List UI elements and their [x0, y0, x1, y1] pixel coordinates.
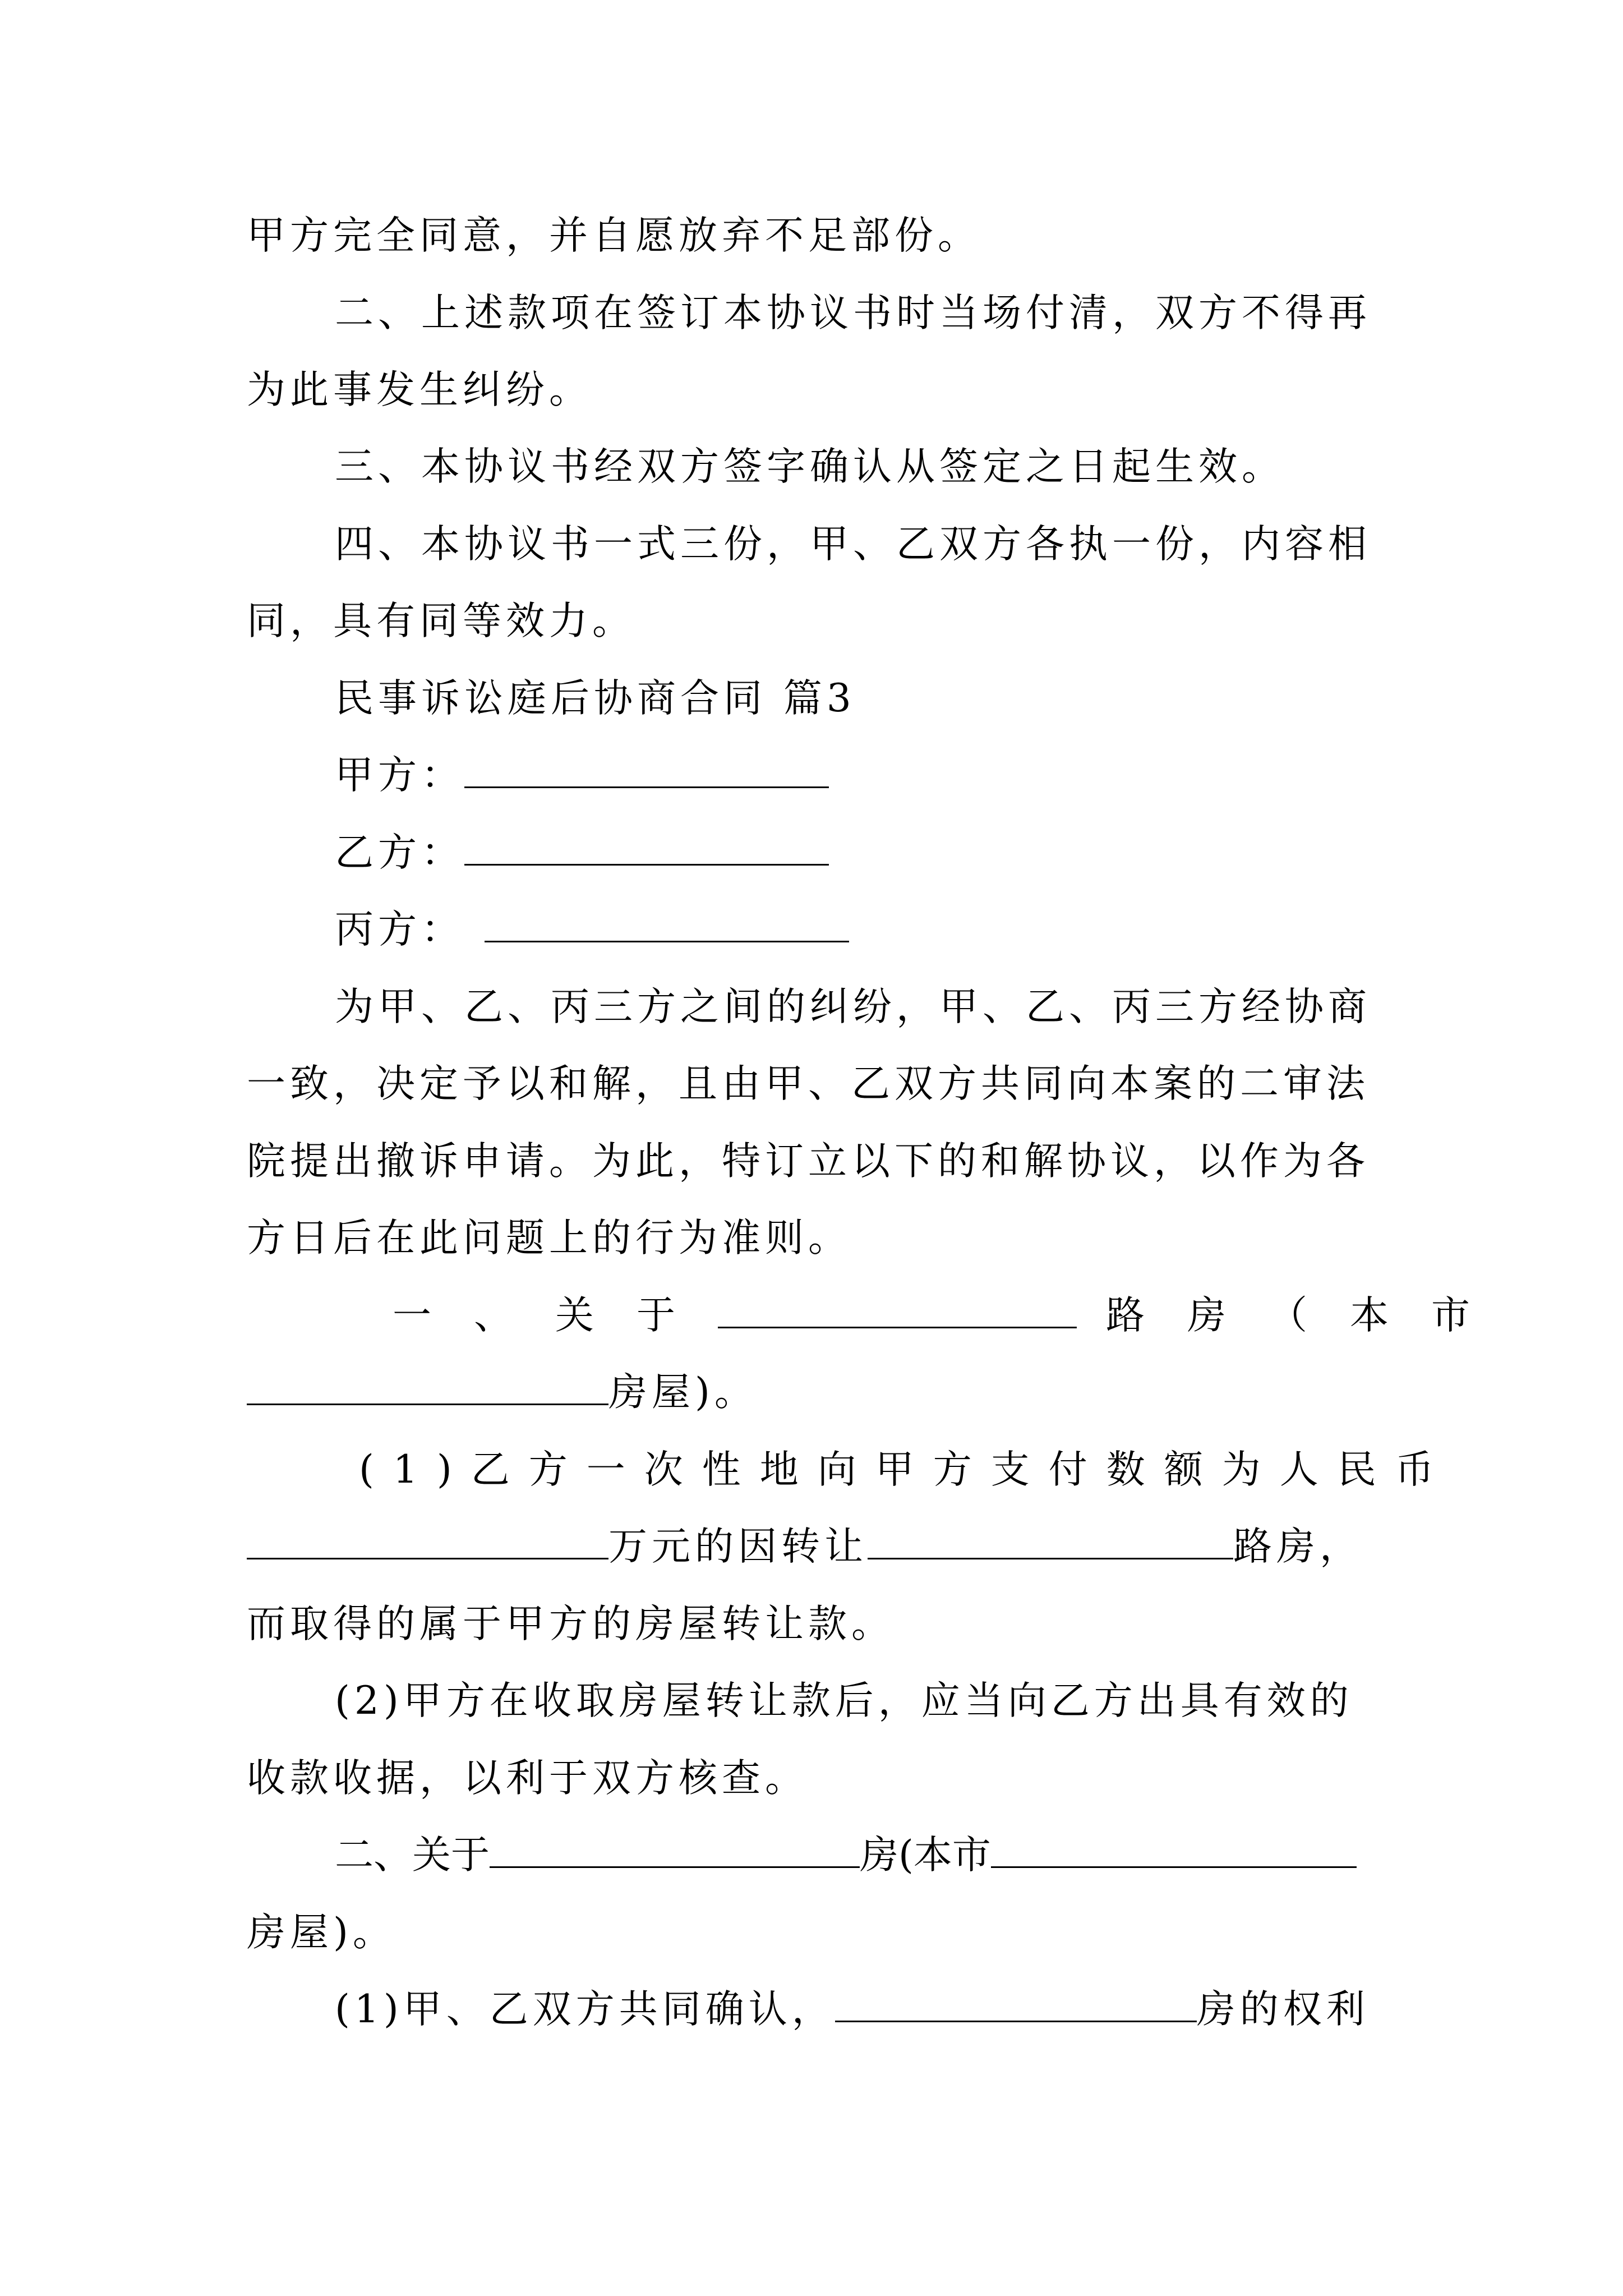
party-line [335, 747, 829, 803]
text: 甲方完全同意，并自愿放弃不足部份。 [247, 213, 981, 258]
paragraph-line [247, 1056, 1370, 1112]
clause-text: 路房， [1233, 1524, 1363, 1569]
paragraph-line [247, 1210, 851, 1266]
fill-blank [247, 1523, 608, 1559]
text: 四、本协议书一式三份，甲、乙双方各执一份，内容相 [335, 522, 1371, 567]
clause-line [335, 1981, 1370, 2037]
fill-blank [464, 752, 829, 788]
text: 为此事发生纠纷。 [247, 367, 592, 412]
clause-text: 房(本市 [860, 1833, 991, 1878]
paragraph-line [247, 1133, 1370, 1189]
party-line [335, 901, 849, 958]
text: 院提出撤诉申请。为此，特订立以下的和解协议，以作为各 [247, 1139, 1370, 1184]
text: 三、本协议书经双方签字确认从签定之日起生效。 [335, 444, 1285, 489]
fill-blank [464, 829, 829, 866]
heading-text: 民事诉讼庭后协商合同 篇3 [335, 676, 856, 721]
paragraph-line [335, 516, 1371, 572]
party-label: 丙方： [335, 907, 464, 952]
paragraph-line [335, 979, 1371, 1035]
clause-text: 一、关于 [393, 1293, 718, 1338]
text: (2)甲方在收取房屋转让款后，应当向乙方出具有效的 [335, 1678, 1353, 1723]
paragraph-line [247, 1596, 895, 1652]
clause-text: (1)乙方一次性地向甲方支付数额为人民币 [359, 1447, 1453, 1492]
clause-line [393, 1287, 1513, 1343]
text: 二、上述款项在签订本协议书时当场付清，双方不得再 [335, 291, 1371, 335]
text: 方日后在此问题上的行为准则。 [247, 1216, 851, 1260]
fill-blank [835, 1986, 1197, 2022]
clause-text: 房的权利 [1196, 1987, 1370, 2032]
section-heading [335, 670, 856, 726]
clause-text: 万元的因转让 [608, 1524, 868, 1569]
clause-line [247, 1519, 1363, 1575]
paragraph-line [335, 285, 1371, 341]
fill-blank [485, 906, 849, 942]
paragraph-line [335, 1673, 1353, 1729]
paragraph-line [247, 362, 592, 418]
fill-blank [718, 1292, 1077, 1328]
party-line [335, 825, 829, 881]
paragraph-line [335, 439, 1285, 495]
clause-text: (1)甲、乙双方共同确认， [335, 1987, 835, 2032]
clause-text: 路房（本市 [1106, 1293, 1513, 1338]
clause-text: 二、关于 [335, 1833, 490, 1878]
party-label: 甲方： [335, 753, 464, 798]
text: 同，具有同等效力。 [247, 599, 635, 643]
paragraph-line [247, 593, 635, 649]
fill-blank [991, 1832, 1357, 1868]
fill-blank [247, 1369, 608, 1405]
fill-blank [868, 1523, 1233, 1559]
fill-blank [490, 1832, 860, 1868]
clause-line [247, 1364, 758, 1420]
party-label: 乙方： [335, 830, 464, 875]
text: 为甲、乙、丙三方之间的纠纷，甲、乙、丙三方经协商 [335, 984, 1371, 1029]
clause-line [247, 1904, 396, 1961]
paragraph-line [247, 208, 981, 264]
clause-text: 房屋)。 [247, 1910, 396, 1955]
text: 收款收据，以利于双方核查。 [247, 1756, 808, 1801]
clause-line [359, 1442, 1453, 1498]
clause-line [335, 1827, 1357, 1883]
text: 一致，决定予以和解，且由甲、乙双方共同向本案的二审法 [247, 1061, 1370, 1106]
paragraph-line [247, 1750, 808, 1806]
text: 而取得的属于甲方的房屋转让款。 [247, 1602, 895, 1646]
clause-text: 房屋)。 [608, 1370, 758, 1415]
